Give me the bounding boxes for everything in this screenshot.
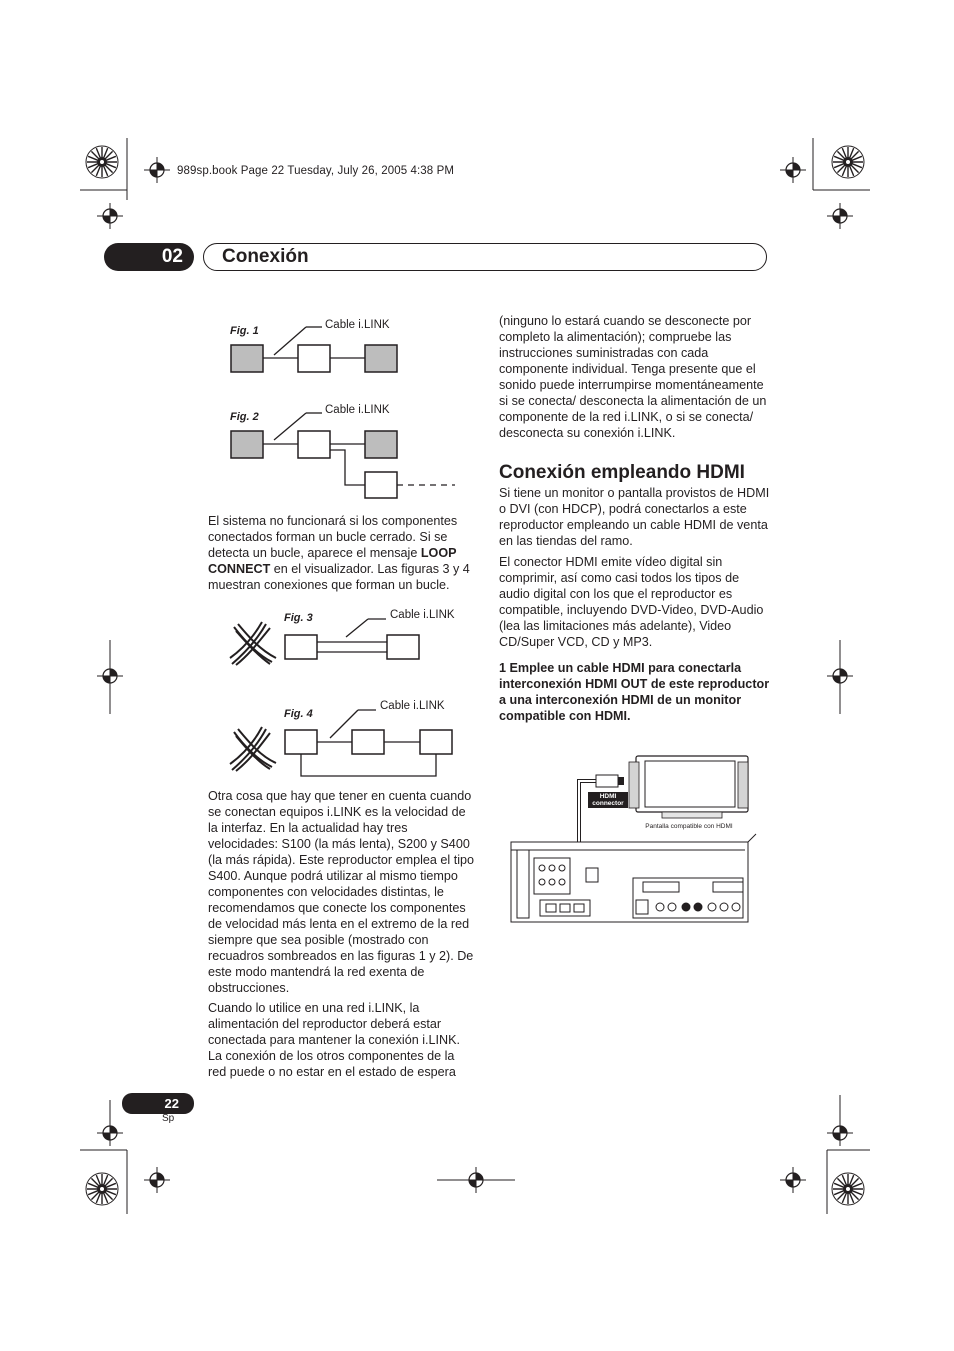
hdmi-paragraph-2: El conector HDMI emite vídeo digital sin comprimir, así como casi todos los tipos de audio digital con los que el reproductor es compatible, incluyendo DVD-Video, DVD-Audio (lea las limitaciones más adelante), Video CD/Super VCD, CD y MP3.	[499, 555, 764, 649]
chapter-title: Conexión	[203, 243, 767, 271]
hdmi-connector-label-2: connector	[592, 800, 624, 807]
dvd-player-rear-panel	[511, 834, 756, 922]
loop-connect-message: LOOP CONNECT	[208, 546, 457, 576]
fig4-cable-label: Cable i.LINK	[380, 700, 445, 712]
hdmi-paragraph-1: Si tiene un monitor o pantalla provistos de HDMI o DVI (con HDCP), podrá conectarlos a este reproductor empleando un cable HDMI de venta en las tiendas del ramo.	[499, 486, 770, 548]
hdmi-connector-label-1: HDMI	[599, 793, 617, 800]
speed-paragraph: Otra cosa que hay que tener en cuenta cuando se conectan equipos i.LINK es la velocidad de la interfaz. En la actualidad hay tres velocidades: S100 (la más lenta), S200 y S400 (la más rápida). Este reproductor emplea el tipo S400. Aunque podrá utilizar al mismo tiempo componentes con velocidades distintas, le recomendamos que conecte los componentes de velocidad más lenta en el extremo de la red siempre que sea posible (mostrado con recuadros sombreados en las figuras 1 y 2). De este modo mantendrá la red exenta de obstrucciones.	[208, 789, 474, 995]
chapter-number: 02	[104, 243, 194, 271]
fig1-label: Fig. 1	[230, 325, 259, 337]
fig1-cable-label: Cable i.LINK	[325, 319, 390, 331]
continuation-paragraph: (ninguno lo estará cuando se desconecte por completo la alimentación); compruebe las instrucciones suministradas con cada componente individual. Tenga presente que el sonido puede interrumpirse momentáneamente si se conecta/ desconecta la alimentación de un componente de la red i.LINK, o si se conecta/ desconecta su conexión i.LINK.	[499, 314, 767, 440]
step-1: 1 Emplee un cable HDMI para conectarla interconexión HDMI OUT de este reproductor a una interconexión HDMI de un monitor compatible con HDMI.	[499, 661, 770, 723]
fig2-cable-label: Cable i.LINK	[325, 404, 390, 416]
power-paragraph: Cuando lo utilice en una red i.LINK, la alimentación del reproductor deberá estar conectada para mantener la conexión i.LINK. La conexión de los otros componentes de la red puede o no estar en el estado de espera	[208, 1001, 461, 1079]
tv-caption: Pantalla compatible con HDMI	[645, 823, 733, 830]
hdmi-plug-tv-icon	[596, 775, 618, 787]
fig2-label: Fig. 2	[230, 411, 259, 423]
tv-monitor-icon	[629, 756, 748, 818]
fig4-label: Fig. 4	[284, 708, 313, 720]
fig3-label: Fig. 3	[284, 612, 313, 624]
hdmi-heading: Conexión empleando HDMI	[499, 462, 745, 483]
print-header: 989sp.book Page 22 Tuesday, July 26, 2005 4:38 PM	[177, 165, 455, 177]
page-number: 22	[122, 1093, 194, 1114]
language-code: Sp	[162, 1113, 175, 1124]
loop-paragraph: El sistema no funcionará si los componentes conectados forman un bucle cerrado. Si se detecta un bucle, aparece el mensaje LOOP CONNECT en el visualizador. Las figuras 3 y 4 muestran conexiones que forman un bucle.	[208, 514, 470, 592]
fig3-cable-label: Cable i.LINK	[390, 609, 455, 621]
